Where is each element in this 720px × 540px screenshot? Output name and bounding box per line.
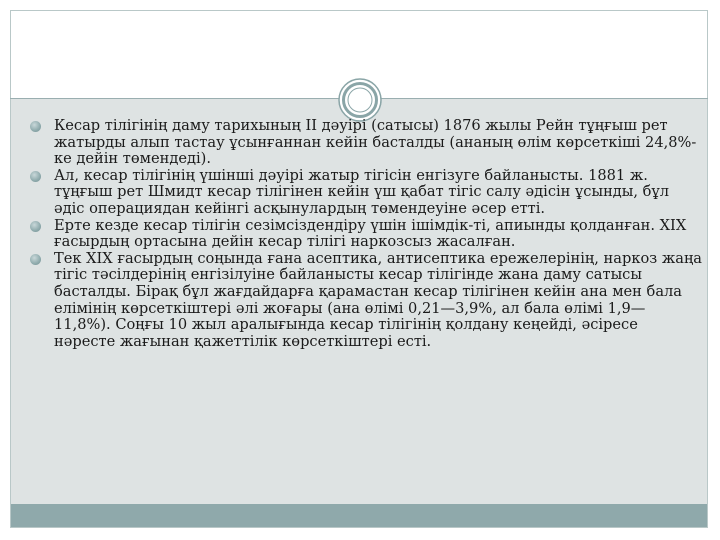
bullet-list [30,118,702,350]
bullet-text: Ал, кесар тілігінің үшінші дәуірі жатыр тігісін енгізуге байланысты. 1881 ж. тұңғыш рет Шмидт кесар тілігінен кейін үш қабат тігіс салу әдісін ұсынды, бұл әдіс операциядан кейінгі асқынулардың төмендеуіне әсер етті. [54,166,669,217]
bullet-text: Ерте кезде кесар тілігін сезімсіздендіру үшін ішімдік-ті, апиынды қолданған. XIX ғасырдың ортасына дейін кесар тілігі наркозсыз жасалған. [54,216,687,251]
bullet-item [30,251,702,351]
bullet-marker-icon [30,121,41,132]
bullet-text: Кесар тілігінің даму тарихының II дәуірі (сатысы) 1876 жылы Рейн тұңғыш рет жатырды алып тастау ұсынғаннан кейін басталды (ананың өлім көрсеткіші 24,8%-ке дейін төмендеді). [54,117,697,168]
bullet-marker-icon [30,221,41,232]
bullet-marker-icon [30,254,41,265]
bullet-item [30,118,702,168]
bullet-text: Тек XIX ғасырдың соңында ғана асептика, антисептика ережелерінің, наркоз жаңа тігіс тәсілдерінің енгізілуіне байланысты кесар тілігінде жана даму сатысы басталды. Бірақ бұл жағдайдарға қарамастан кесар тілігінен кейін ана мен бала елімінің көрсеткіштері әлі жоғары (ана өлімі 0,21—3,9%, ал бала өлімі 1,9—11,8%). Соңғы 10 жыл аралығында кесар тілігінің қолдану кеңейді, әсіресе нәресте жағынан қажеттілік көрсеткіштері есті. [54,249,703,350]
bullet-item [30,168,702,218]
circle-ornament-icon [338,78,382,122]
bullet-item [30,218,702,251]
bullet-marker-icon [30,171,41,182]
